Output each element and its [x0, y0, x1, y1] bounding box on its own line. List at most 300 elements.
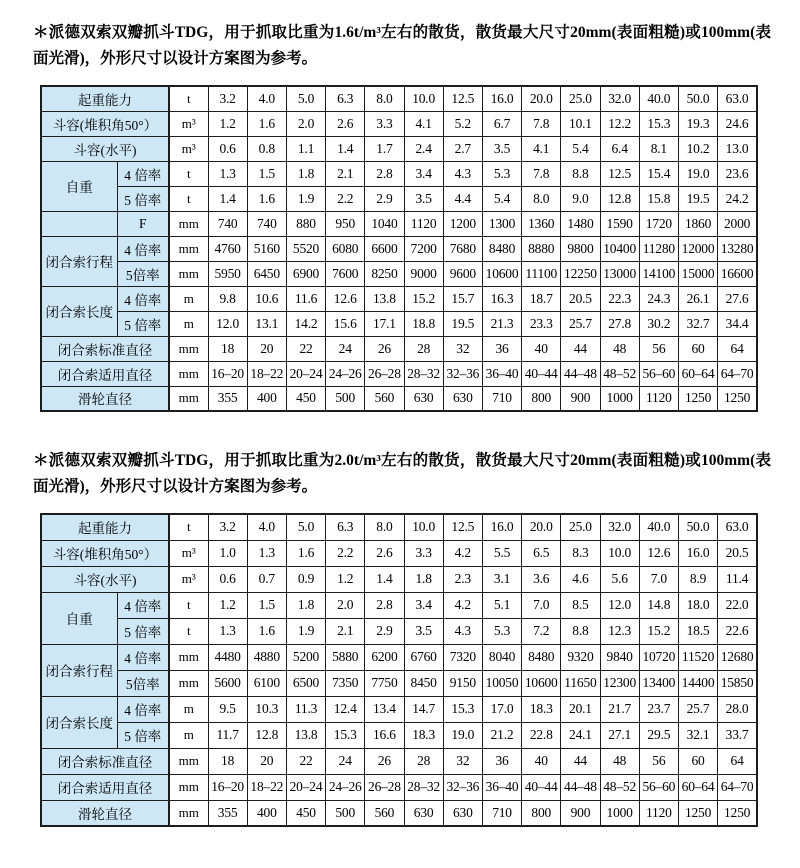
unit-cell: m³	[169, 540, 208, 566]
value-cell: 10050	[482, 670, 521, 696]
value-cell: 13000	[600, 261, 639, 286]
value-cell: 1.4	[326, 136, 365, 161]
value-cell: 4.2	[443, 592, 482, 618]
value-cell: 32.7	[678, 311, 717, 336]
value-cell: 15.8	[639, 186, 678, 211]
value-cell: 4.4	[443, 186, 482, 211]
value-cell: 2.9	[365, 186, 404, 211]
value-cell: 4.1	[404, 111, 443, 136]
unit-cell: m	[169, 696, 208, 722]
value-cell: 16–20	[208, 774, 247, 800]
value-cell: 18	[208, 748, 247, 774]
row-sublabel: 4 倍率	[117, 286, 169, 311]
value-cell: 4.2	[443, 540, 482, 566]
value-cell: 40	[522, 336, 561, 361]
value-cell: 630	[404, 386, 443, 411]
unit-cell: m	[169, 722, 208, 748]
value-cell: 3.3	[365, 111, 404, 136]
value-cell: 1.9	[286, 186, 325, 211]
value-cell: 1250	[678, 800, 717, 826]
value-cell: 27.1	[600, 722, 639, 748]
value-cell: 10600	[522, 670, 561, 696]
value-cell: 24.3	[639, 286, 678, 311]
value-cell: 710	[482, 800, 521, 826]
unit-cell: m³	[169, 136, 208, 161]
value-cell: 1360	[522, 211, 561, 236]
value-cell: 25.7	[678, 696, 717, 722]
row-label: 闭合索长度	[41, 696, 117, 748]
value-cell: 9.5	[208, 696, 247, 722]
value-cell: 20.0	[522, 514, 561, 540]
value-cell: 8.0	[365, 86, 404, 111]
value-cell: 1300	[482, 211, 521, 236]
value-cell: 1480	[561, 211, 600, 236]
value-cell: 7.0	[522, 592, 561, 618]
value-cell: 10.0	[404, 514, 443, 540]
value-cell: 14.2	[286, 311, 325, 336]
value-cell: 12.5	[443, 86, 482, 111]
value-cell: 12.4	[326, 696, 365, 722]
value-cell: 28–32	[404, 361, 443, 386]
value-cell: 22.6	[718, 618, 757, 644]
spec-table-2-body	[41, 514, 757, 826]
value-cell: 20–24	[286, 774, 325, 800]
value-cell: 2.6	[365, 540, 404, 566]
value-cell: 710	[482, 386, 521, 411]
value-cell: 27.8	[600, 311, 639, 336]
value-cell: 23.3	[522, 311, 561, 336]
value-cell: 3.3	[404, 540, 443, 566]
unit-cell: mm	[169, 644, 208, 670]
value-cell: 34.4	[718, 311, 757, 336]
value-cell: 6.3	[326, 514, 365, 540]
unit-cell: m³	[169, 566, 208, 592]
row-sublabel: 5倍率	[117, 261, 169, 286]
value-cell: 13.1	[247, 311, 286, 336]
value-cell: 12680	[718, 644, 757, 670]
value-cell: 12.8	[600, 186, 639, 211]
value-cell: 15.3	[326, 722, 365, 748]
value-cell: 5.4	[482, 186, 521, 211]
value-cell: 5.1	[482, 592, 521, 618]
row-label: 滑轮直径	[41, 386, 169, 411]
value-cell: 12.8	[247, 722, 286, 748]
value-cell: 1.0	[208, 540, 247, 566]
table-row	[41, 111, 757, 136]
value-cell: 3.4	[404, 592, 443, 618]
row-label: 自重	[41, 592, 117, 644]
value-cell: 900	[561, 386, 600, 411]
row-label: 闭合索适用直径	[41, 361, 169, 386]
value-cell: 8.1	[639, 136, 678, 161]
value-cell: 44	[561, 336, 600, 361]
value-cell: 13.4	[365, 696, 404, 722]
value-cell: 1.6	[247, 186, 286, 211]
value-cell: 1.3	[208, 161, 247, 186]
row-label: 起重能力	[41, 86, 169, 111]
value-cell: 8.5	[561, 592, 600, 618]
value-cell: 20–24	[286, 361, 325, 386]
spec-section-2	[33, 448, 770, 827]
value-cell: 22	[286, 336, 325, 361]
value-cell: 1.5	[247, 592, 286, 618]
value-cell: 9800	[561, 236, 600, 261]
value-cell: 6.3	[326, 86, 365, 111]
value-cell: 44–48	[561, 774, 600, 800]
value-cell: 26	[365, 336, 404, 361]
table-row	[41, 386, 757, 411]
unit-cell: mm	[169, 336, 208, 361]
spec-table-1	[40, 85, 758, 412]
value-cell: 25.7	[561, 311, 600, 336]
value-cell: 2.6	[326, 111, 365, 136]
value-cell: 19.5	[678, 186, 717, 211]
row-sublabel: 5倍率	[117, 670, 169, 696]
value-cell: 9.8	[208, 286, 247, 311]
value-cell: 11650	[561, 670, 600, 696]
unit-cell: mm	[169, 774, 208, 800]
value-cell: 63.0	[718, 514, 757, 540]
value-cell: 18.0	[678, 592, 717, 618]
value-cell: 25.0	[561, 514, 600, 540]
value-cell: 3.6	[522, 566, 561, 592]
value-cell: 33.7	[718, 722, 757, 748]
value-cell: 8.8	[561, 618, 600, 644]
value-cell: 10600	[482, 261, 521, 286]
value-cell: 21.7	[600, 696, 639, 722]
value-cell: 1.2	[208, 592, 247, 618]
value-cell: 740	[247, 211, 286, 236]
value-cell: 50.0	[678, 514, 717, 540]
value-cell: 18.8	[404, 311, 443, 336]
value-cell: 26	[365, 748, 404, 774]
value-cell: 26–28	[365, 361, 404, 386]
value-cell: 6.5	[522, 540, 561, 566]
value-cell: 63.0	[718, 86, 757, 111]
value-cell: 13.8	[286, 722, 325, 748]
unit-cell: t	[169, 186, 208, 211]
value-cell: 5.3	[482, 618, 521, 644]
value-cell: 6080	[326, 236, 365, 261]
row-label: 闭合索行程	[41, 236, 117, 286]
value-cell: 2.1	[326, 161, 365, 186]
value-cell: 18–22	[247, 361, 286, 386]
unit-cell: mm	[169, 261, 208, 286]
unit-cell: t	[169, 86, 208, 111]
value-cell: 24	[326, 336, 365, 361]
value-cell: 450	[286, 800, 325, 826]
value-cell: 32–36	[443, 361, 482, 386]
value-cell: 630	[404, 800, 443, 826]
value-cell: 60–64	[678, 361, 717, 386]
value-cell: 44	[561, 748, 600, 774]
unit-cell: mm	[169, 361, 208, 386]
value-cell: 1000	[600, 800, 639, 826]
value-cell: 26.1	[678, 286, 717, 311]
value-cell: 3.5	[404, 618, 443, 644]
value-cell: 12.5	[600, 161, 639, 186]
value-cell: 800	[522, 800, 561, 826]
value-cell: 4.3	[443, 161, 482, 186]
value-cell: 15.7	[443, 286, 482, 311]
value-cell: 24–26	[326, 361, 365, 386]
value-cell: 7750	[365, 670, 404, 696]
value-cell: 10400	[600, 236, 639, 261]
value-cell: 32.0	[600, 514, 639, 540]
value-cell: 21.3	[482, 311, 521, 336]
value-cell: 19.5	[443, 311, 482, 336]
value-cell: 23.7	[639, 696, 678, 722]
value-cell: 7680	[443, 236, 482, 261]
table-row	[41, 644, 757, 670]
value-cell: 16.3	[482, 286, 521, 311]
table-row	[41, 618, 757, 644]
value-cell: 30.2	[639, 311, 678, 336]
value-cell: 8880	[522, 236, 561, 261]
value-cell: 5520	[286, 236, 325, 261]
value-cell: 2.2	[326, 186, 365, 211]
value-cell: 740	[208, 211, 247, 236]
value-cell: 6200	[365, 644, 404, 670]
table-row	[41, 136, 757, 161]
value-cell: 13400	[639, 670, 678, 696]
value-cell: 0.9	[286, 566, 325, 592]
spec-section-1	[33, 20, 770, 412]
value-cell: 9150	[443, 670, 482, 696]
value-cell: 5950	[208, 261, 247, 286]
value-cell: 8.8	[561, 161, 600, 186]
value-cell: 2.0	[286, 111, 325, 136]
value-cell: 64	[718, 748, 757, 774]
value-cell: 12250	[561, 261, 600, 286]
value-cell: 800	[522, 386, 561, 411]
value-cell: 24.6	[718, 111, 757, 136]
value-cell: 4480	[208, 644, 247, 670]
value-cell: 500	[326, 386, 365, 411]
value-cell: 11280	[639, 236, 678, 261]
value-cell: 12300	[600, 670, 639, 696]
value-cell: 4880	[247, 644, 286, 670]
value-cell: 40.0	[639, 86, 678, 111]
value-cell: 16–20	[208, 361, 247, 386]
value-cell: 12.0	[208, 311, 247, 336]
value-cell: 1.4	[208, 186, 247, 211]
value-cell: 48	[600, 336, 639, 361]
value-cell: 16600	[718, 261, 757, 286]
value-cell: 5200	[286, 644, 325, 670]
value-cell: 16.0	[482, 514, 521, 540]
value-cell: 5.0	[286, 86, 325, 111]
value-cell: 3.4	[404, 161, 443, 186]
value-cell: 3.1	[482, 566, 521, 592]
value-cell: 20	[247, 748, 286, 774]
value-cell: 18.3	[404, 722, 443, 748]
value-cell: 19.0	[678, 161, 717, 186]
value-cell: 4.3	[443, 618, 482, 644]
unit-cell: mm	[169, 386, 208, 411]
value-cell: 1000	[600, 386, 639, 411]
value-cell: 64	[718, 336, 757, 361]
value-cell: 500	[326, 800, 365, 826]
value-cell: 56	[639, 336, 678, 361]
value-cell: 21.2	[482, 722, 521, 748]
value-cell: 32	[443, 748, 482, 774]
value-cell: 2.4	[404, 136, 443, 161]
value-cell: 1.3	[247, 540, 286, 566]
value-cell: 6760	[404, 644, 443, 670]
value-cell: 15.3	[443, 696, 482, 722]
value-cell: 6600	[365, 236, 404, 261]
table-row	[41, 566, 757, 592]
value-cell: 19.3	[678, 111, 717, 136]
value-cell: 355	[208, 386, 247, 411]
value-cell: 20.0	[522, 86, 561, 111]
row-sublabel: 5 倍率	[117, 311, 169, 336]
value-cell: 1120	[639, 800, 678, 826]
value-cell: 3.2	[208, 514, 247, 540]
table-row	[41, 86, 757, 111]
value-cell: 8450	[404, 670, 443, 696]
value-cell: 5.4	[561, 136, 600, 161]
value-cell: 1120	[404, 211, 443, 236]
row-label: 闭合索标准直径	[41, 336, 169, 361]
value-cell: 18	[208, 336, 247, 361]
value-cell: 5160	[247, 236, 286, 261]
row-sublabel: 4 倍率	[117, 696, 169, 722]
spec-table-2	[40, 513, 758, 827]
value-cell: 50.0	[678, 86, 717, 111]
value-cell: 7.8	[522, 111, 561, 136]
value-cell: 9.0	[561, 186, 600, 211]
value-cell: 40–44	[522, 361, 561, 386]
value-cell: 5.6	[600, 566, 639, 592]
unit-cell: t	[169, 592, 208, 618]
row-label: 闭合索标准直径	[41, 748, 169, 774]
value-cell: 0.7	[247, 566, 286, 592]
value-cell: 8480	[482, 236, 521, 261]
row-label: 自重	[41, 161, 117, 211]
value-cell: 1.8	[286, 592, 325, 618]
value-cell: 60	[678, 748, 717, 774]
table-row	[41, 311, 757, 336]
unit-cell: mm	[169, 748, 208, 774]
value-cell: 8.9	[678, 566, 717, 592]
value-cell: 10.3	[247, 696, 286, 722]
value-cell: 5.3	[482, 161, 521, 186]
value-cell: 4.0	[247, 86, 286, 111]
value-cell: 7320	[443, 644, 482, 670]
value-cell: 9320	[561, 644, 600, 670]
value-cell: 24–26	[326, 774, 365, 800]
table-row	[41, 800, 757, 826]
value-cell: 56–60	[639, 774, 678, 800]
value-cell: 1.3	[208, 618, 247, 644]
table-row	[41, 774, 757, 800]
value-cell: 28	[404, 748, 443, 774]
value-cell: 12.2	[600, 111, 639, 136]
value-cell: 10.0	[600, 540, 639, 566]
value-cell: 20.5	[718, 540, 757, 566]
value-cell: 22	[286, 748, 325, 774]
value-cell: 36–40	[482, 774, 521, 800]
row-label: 斗容(水平)	[41, 566, 169, 592]
value-cell: 8480	[522, 644, 561, 670]
value-cell: 5.5	[482, 540, 521, 566]
value-cell: 1720	[639, 211, 678, 236]
intro-paragraph-2: ＊派德双索双瓣抓斗TDG，用于抓取比重为2.0t/m³左右的散货，散货最大尺寸20mm(表面粗糙)或100mm(表面光滑)，外形尺寸以设计方案图为参考。	[33, 452, 771, 496]
value-cell: 1860	[678, 211, 717, 236]
row-label: 闭合索长度	[41, 286, 117, 336]
value-cell: 7.2	[522, 618, 561, 644]
value-cell: 24.1	[561, 722, 600, 748]
value-cell: 1250	[718, 800, 757, 826]
unit-cell: m	[169, 286, 208, 311]
unit-cell: t	[169, 514, 208, 540]
value-cell: 14400	[678, 670, 717, 696]
unit-cell: m	[169, 311, 208, 336]
value-cell: 7.8	[522, 161, 561, 186]
value-cell: 32.0	[600, 86, 639, 111]
table-row	[41, 748, 757, 774]
value-cell: 8.0	[365, 514, 404, 540]
value-cell: 1.8	[286, 161, 325, 186]
table-row	[41, 696, 757, 722]
value-cell: 1250	[678, 386, 717, 411]
value-cell: 6.7	[482, 111, 521, 136]
value-cell: 12.0	[600, 592, 639, 618]
value-cell: 630	[443, 386, 482, 411]
intro-paragraph-1: ＊派德双索双瓣抓斗TDG，用于抓取比重为1.6t/m³左右的散货，散货最大尺寸20mm(表面粗糙)或100mm(表面光滑)，外形尺寸以设计方案图为参考。	[33, 24, 771, 68]
value-cell: 2.0	[326, 592, 365, 618]
value-cell: 60–64	[678, 774, 717, 800]
value-cell: 5880	[326, 644, 365, 670]
row-sublabel: F	[117, 211, 169, 236]
value-cell: 2.2	[326, 540, 365, 566]
value-cell: 48–52	[600, 361, 639, 386]
row-sublabel: 4 倍率	[117, 236, 169, 261]
value-cell: 40–44	[522, 774, 561, 800]
value-cell: 1.8	[404, 566, 443, 592]
table-row	[41, 514, 757, 540]
value-cell: 4760	[208, 236, 247, 261]
table-row	[41, 186, 757, 211]
value-cell: 18.7	[522, 286, 561, 311]
value-cell: 13.0	[718, 136, 757, 161]
value-cell: 2.1	[326, 618, 365, 644]
row-sublabel: 4 倍率	[117, 592, 169, 618]
value-cell: 20.5	[561, 286, 600, 311]
value-cell: 3.5	[404, 186, 443, 211]
value-cell: 12.6	[639, 540, 678, 566]
value-cell: 26–28	[365, 774, 404, 800]
value-cell: 40.0	[639, 514, 678, 540]
value-cell: 8.3	[561, 540, 600, 566]
table-row	[41, 236, 757, 261]
value-cell: 1.5	[247, 161, 286, 186]
value-cell: 2.7	[443, 136, 482, 161]
unit-cell: t	[169, 161, 208, 186]
row-label: 斗容(水平)	[41, 136, 169, 161]
value-cell: 40	[522, 748, 561, 774]
value-cell: 14.8	[639, 592, 678, 618]
table-row	[41, 261, 757, 286]
value-cell: 11.4	[718, 566, 757, 592]
value-cell: 2.9	[365, 618, 404, 644]
row-label	[41, 211, 117, 236]
value-cell: 0.6	[208, 566, 247, 592]
value-cell: 3.2	[208, 86, 247, 111]
value-cell: 560	[365, 386, 404, 411]
